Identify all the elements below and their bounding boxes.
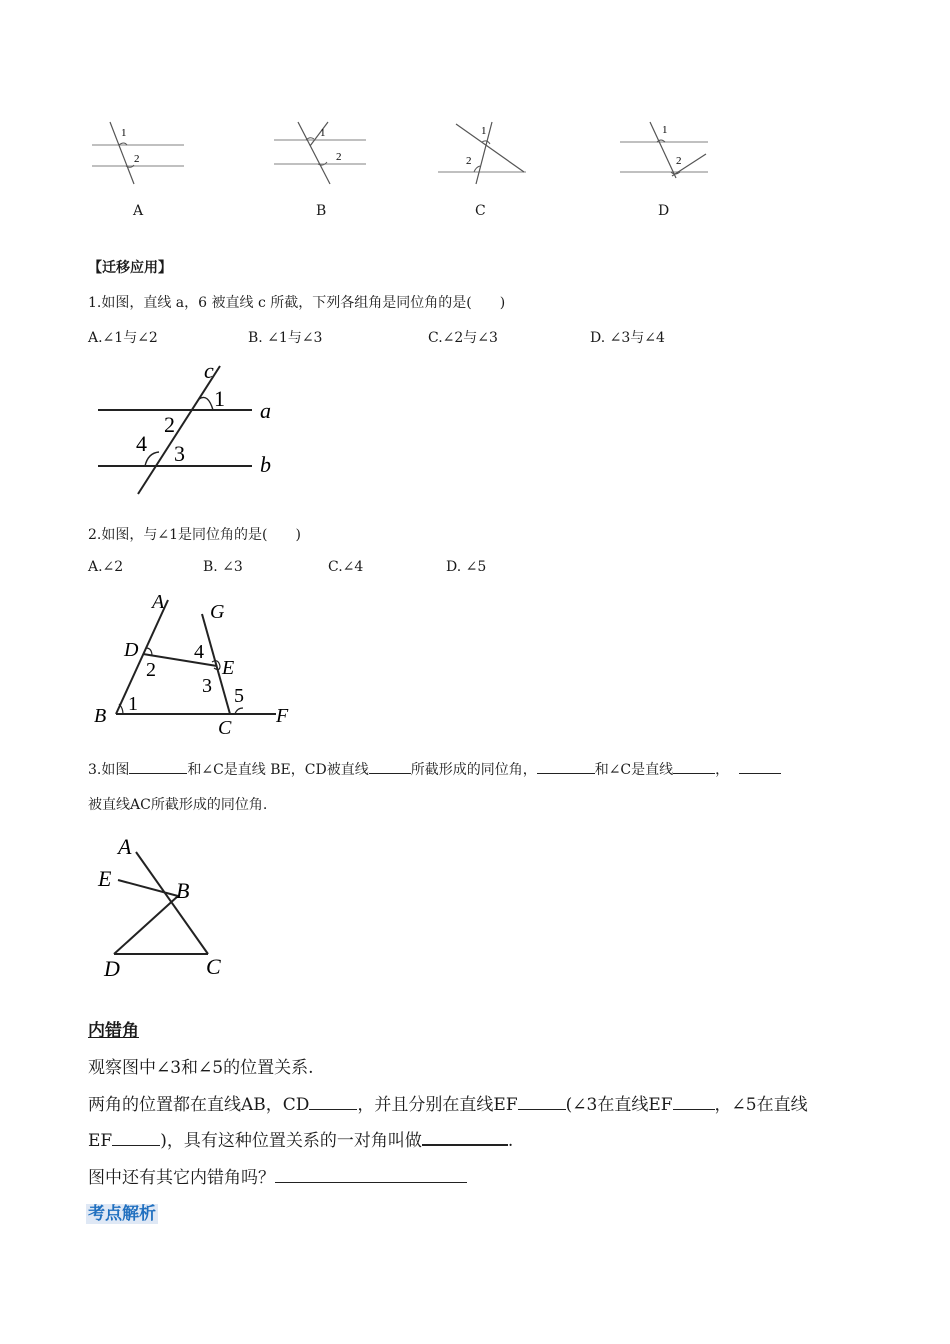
q3-point-b: B bbox=[176, 878, 190, 903]
top-fig-a-angle-2: 2 bbox=[134, 153, 140, 165]
q2-point-e: E bbox=[222, 657, 235, 679]
top-fig-b-angle-2: 2 bbox=[336, 151, 342, 163]
q2-option-c: C.∠4 bbox=[328, 559, 364, 575]
top-figure-d-label: D bbox=[658, 203, 670, 219]
q1-option-d: D. ∠3与∠4 bbox=[590, 330, 665, 346]
alt-angles-line2: EF )，具有这种位置关系的一对角叫做 . bbox=[88, 1131, 514, 1151]
q1-angle-1: 1 bbox=[214, 386, 225, 411]
footer-kaodian bbox=[86, 1199, 158, 1224]
q3-point-c: C bbox=[206, 954, 221, 979]
top-figure-c bbox=[436, 118, 536, 188]
q2-angle-3: 3 bbox=[202, 675, 212, 697]
top-fig-c-angle-2: 2 bbox=[466, 155, 472, 167]
q1-line-a: a bbox=[260, 398, 271, 423]
top-figure-a-label: A bbox=[133, 203, 144, 219]
top-fig-a-angle-1: 1 bbox=[121, 127, 127, 139]
q2-angle-4: 4 bbox=[194, 641, 204, 663]
q1-option-a: A.∠1与∠2 bbox=[88, 330, 158, 346]
q1-line-b: b bbox=[260, 452, 271, 477]
alt-angles-observe: 观察图中∠3和∠5的位置关系. bbox=[88, 1058, 314, 1078]
q2-angle-2: 2 bbox=[146, 659, 156, 681]
top-fig-d-angle-1: 1 bbox=[662, 124, 668, 136]
q2-angle-1: 1 bbox=[128, 693, 138, 715]
q1-stem: 1.如图，直线 a，6 被直线 c 所截，下列各组角是同位角的是( ) bbox=[88, 295, 506, 311]
q1-option-b: B. ∠1与∠3 bbox=[248, 330, 323, 346]
q2-point-c: C bbox=[218, 717, 232, 739]
q3-line1: 3.如图 和∠C是直线 BE，CD被直线 所截形成的同位角， 和∠C是直线 ， bbox=[88, 758, 781, 779]
q2-angle-5: 5 bbox=[234, 685, 244, 707]
top-fig-c-angle-1: 1 bbox=[481, 125, 487, 137]
q1-option-c: C.∠2与∠3 bbox=[428, 330, 498, 346]
q2-point-g: G bbox=[210, 601, 225, 623]
section-transfer-title: 【迁移应用】 bbox=[88, 260, 172, 276]
q2-stem: 2.如图，与∠1是同位角的是( ) bbox=[88, 527, 301, 543]
q3-line2: 被直线AC所截形成的同位角. bbox=[88, 797, 268, 813]
footer-kaodian-text: 考点解析 bbox=[88, 1204, 156, 1224]
top-figure-b bbox=[270, 118, 370, 188]
q1-angle-2: 2 bbox=[164, 412, 175, 437]
alt-angles-question: 图中还有其它内错角吗？ bbox=[88, 1163, 467, 1188]
q2-point-a: A bbox=[152, 591, 165, 613]
q1-angle-3: 3 bbox=[174, 441, 185, 466]
q2-option-a: A.∠2 bbox=[88, 559, 124, 575]
q2-figure bbox=[90, 588, 300, 740]
top-fig-d-angle-2: 2 bbox=[676, 155, 682, 167]
top-figure-b-label: B bbox=[316, 203, 327, 219]
q2-option-b: B. ∠3 bbox=[203, 559, 243, 575]
q3-point-e: E bbox=[98, 866, 112, 891]
q2-point-b: B bbox=[94, 705, 107, 727]
q2-point-f: F bbox=[276, 705, 289, 727]
alt-angles-heading: 内错角 bbox=[88, 1021, 139, 1041]
q3-point-a: A bbox=[118, 836, 132, 859]
q1-angle-4: 4 bbox=[136, 431, 147, 456]
top-figure-a bbox=[88, 118, 188, 188]
q3-point-d: D bbox=[104, 956, 120, 981]
top-figure-d bbox=[616, 118, 716, 188]
q1-line-c: c bbox=[204, 358, 214, 383]
top-fig-b-angle-1: 1 bbox=[320, 127, 326, 139]
top-figure-c-label: C bbox=[475, 203, 486, 219]
q2-point-d: D bbox=[124, 639, 139, 661]
q2-option-d: D. ∠5 bbox=[446, 559, 487, 575]
alt-angles-line1: 两角的位置都在直线AB，CD ，并且分别在直线EF (∠3在直线EF ，∠5在直线 bbox=[88, 1095, 808, 1115]
q3-figure bbox=[96, 836, 236, 982]
q1-figure bbox=[96, 358, 286, 500]
